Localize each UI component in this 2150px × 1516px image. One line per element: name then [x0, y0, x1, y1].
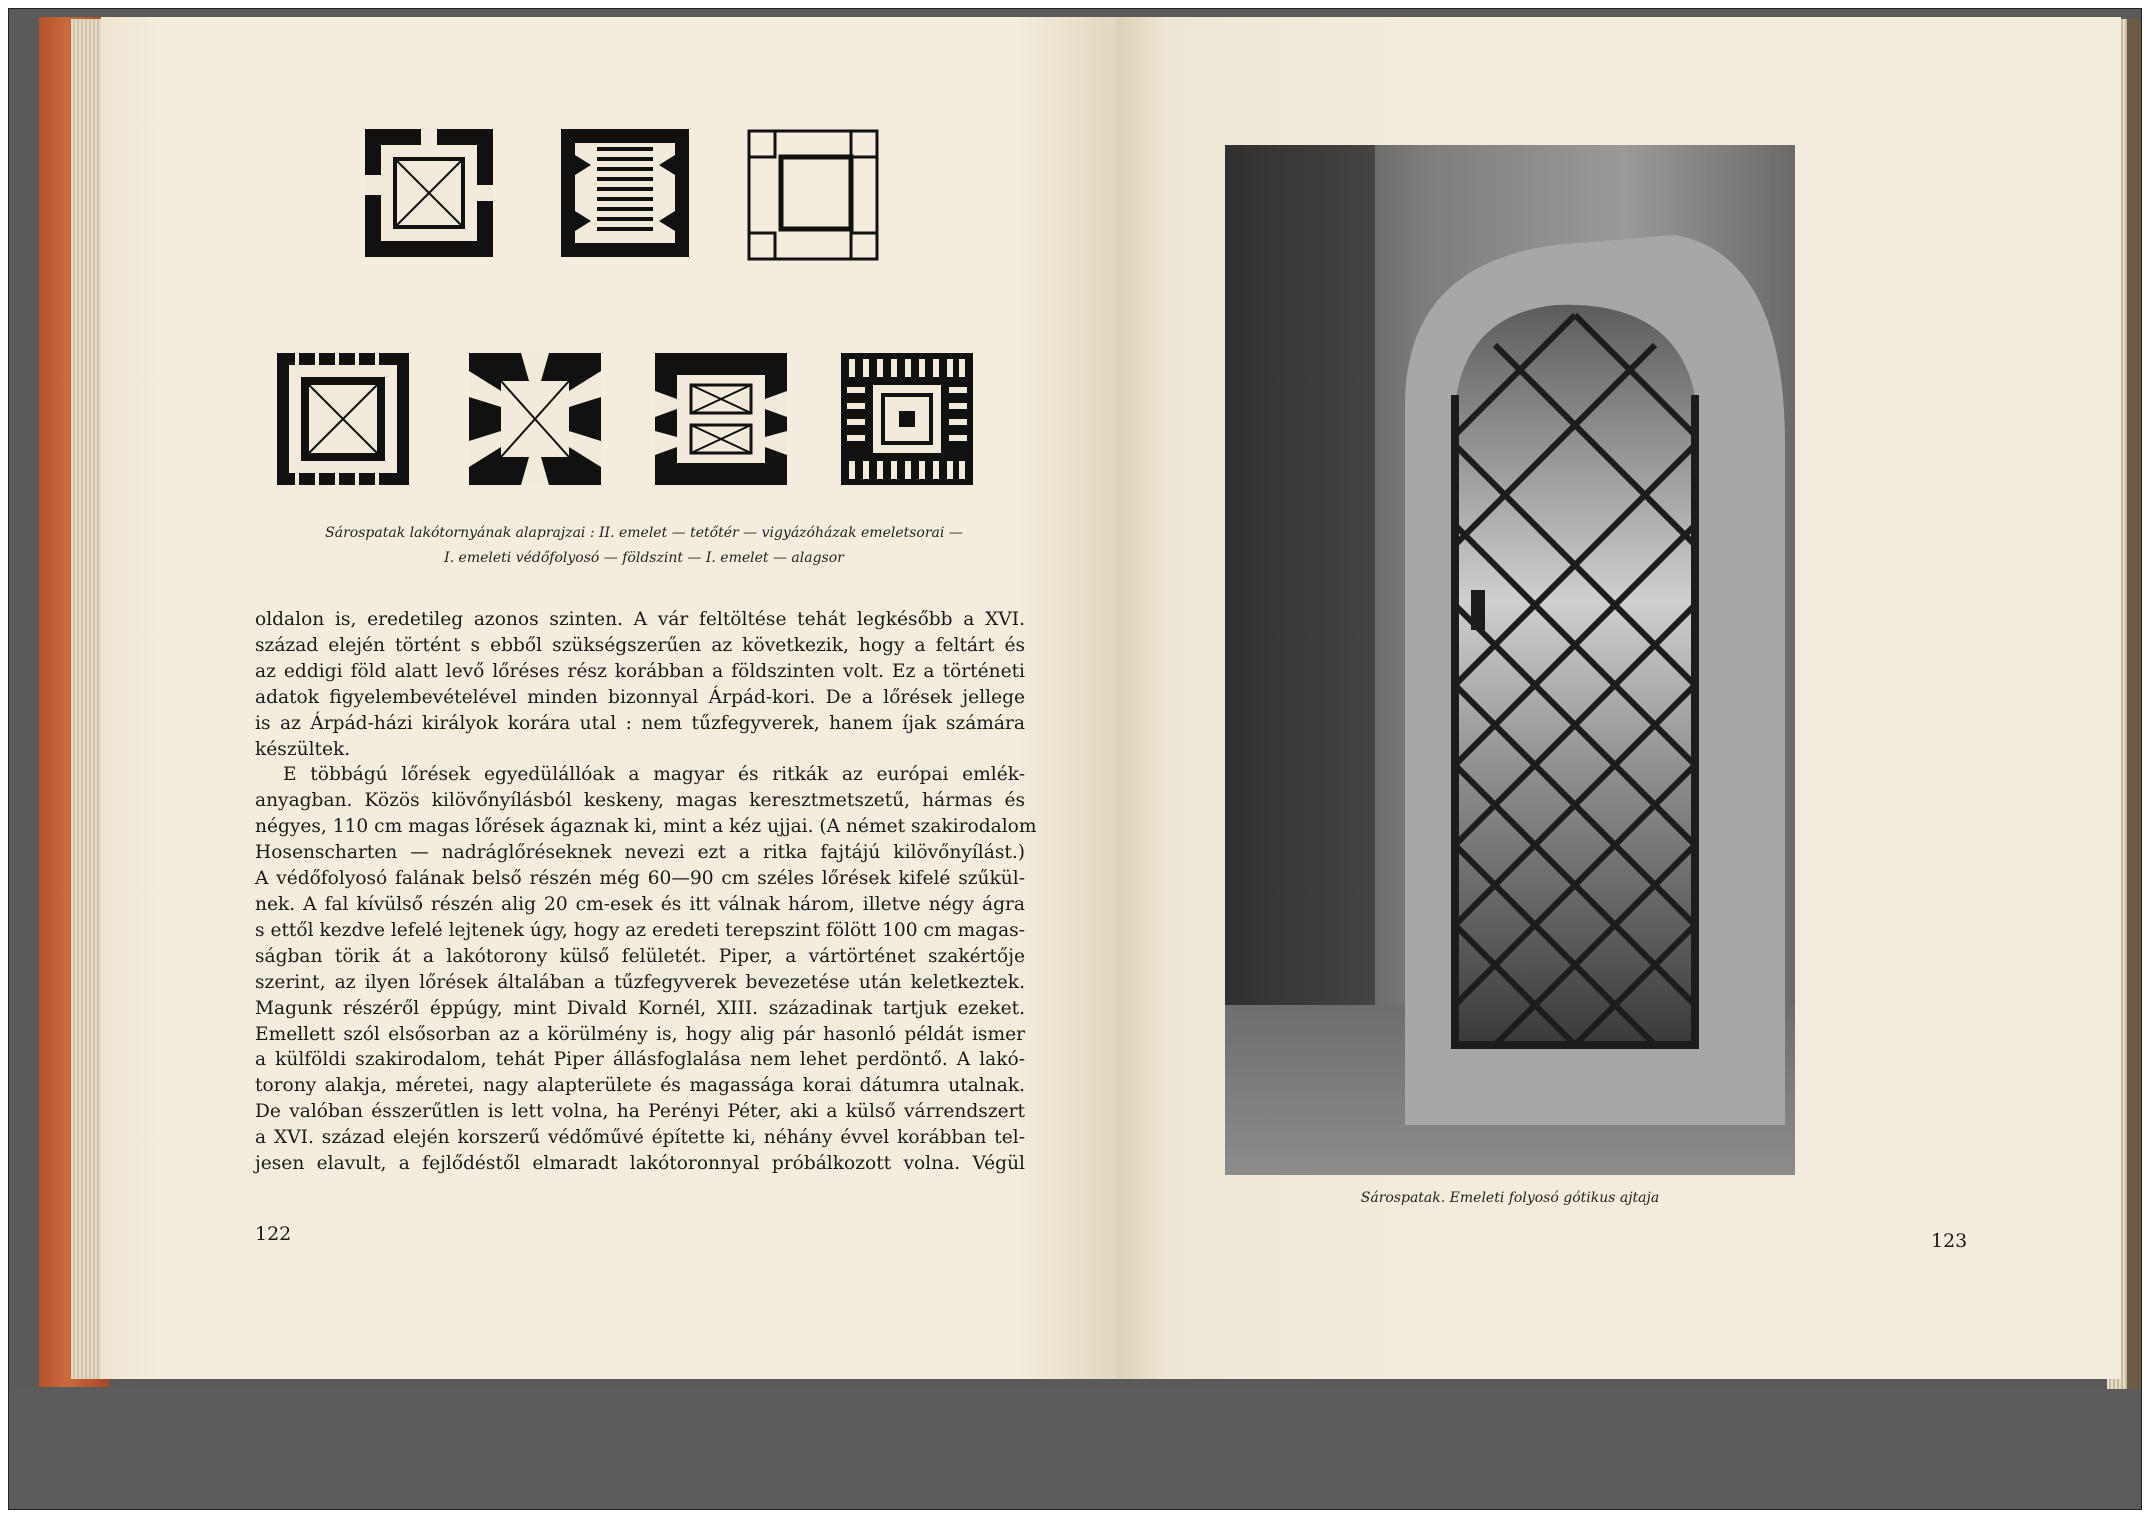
- text-line: a XVI. század elején korszerű védőművé építette ki, néhány évvel korábban tel-: [255, 1127, 1025, 1149]
- background-surface: [9, 1389, 2141, 1509]
- text-line: jesen elavult, a fejlődéstől elmaradt lakótoronnyal próbálkozott volna. Végül: [255, 1153, 1025, 1175]
- text-line: Emellett szól elsősorban az a körülmény is, hogy alig pár hasonló példát ismer: [255, 1023, 1025, 1045]
- text-line: adatok figyelembevételével minden bizonnyal Árpád-kori. De a lőrések jellege: [255, 686, 1025, 708]
- text-line: az eddigi föld alatt levő lőréses rész korábban a földszinten volt. Ez a történeti: [255, 660, 1025, 682]
- page-number-left: 122: [255, 1223, 292, 1245]
- text-line: E többágú lőrések egyedülállóak a magyar és ritkák az európai emlék-: [283, 764, 1025, 786]
- caption-line-2: I. emeleti védőfolyosó — földszint — I. emelet — alagsor: [444, 550, 844, 566]
- text-line: szerint, az ilyen lőrések általában a tűzfegyverek bevezetése után keletkeztek.: [255, 971, 1025, 993]
- text-line: a külföldi szakirodalom, tehát Piper állásfoglalása nem lehet perdöntő. A lakó-: [255, 1049, 1025, 1071]
- figure-caption-floor-plans: [269, 521, 1019, 571]
- floor-plan-1st-floor: [653, 351, 789, 487]
- figure-caption-photo: Sárospatak. Emeleti folyosó gótikus ajtaja: [1360, 1190, 1660, 1206]
- text-line: A védőfolyosó falának belső részén még 60—90 cm széles lőrések kifelé szűkül-: [255, 868, 1025, 890]
- floor-plan-basement: [839, 351, 975, 487]
- gothic-doorway-photo: [1225, 145, 1795, 1175]
- floor-plan-2nd-floor: [361, 125, 497, 261]
- floor-plan-ground-floor: [467, 351, 603, 487]
- text-line: s ettől kezdve lefelé lejtenek úgy, hogy az eredeti terepszint fölött 100 cm magas-: [255, 919, 1025, 941]
- text-line: négyes, 110 cm magas lőrések ágaznak ki, mint a kéz ujjai. (A német szakirodalom: [255, 816, 1037, 838]
- floor-plan-defense-corridor: [275, 351, 411, 487]
- text-line: oldalon is, eredetileg azonos szinten. A vár feltöltése tehát legkésőbb a XVI.: [255, 609, 1025, 630]
- text-line: készültek.: [255, 738, 351, 760]
- text-line: ságban törik át a lakótorony külső felületét. Piper, a vártörténet szakértője: [255, 945, 1025, 967]
- floor-plan-attic: [557, 125, 693, 261]
- text-line: Magunk részéről éppúgy, mint Divald Kornél, XIII. századinak tartjuk ezeket.: [255, 997, 1025, 1019]
- body-text: [255, 607, 1037, 1177]
- text-line: anyagban. Közös kilövőnyílásból keskeny, magas keresztmetszetű, hármas és: [255, 790, 1025, 812]
- book-cover-right: [2127, 19, 2142, 1389]
- text-line: De valóban ésszerűtlen is lett volna, ha Perényi Péter, aki a külső várrendszert: [255, 1101, 1025, 1123]
- text-line: torony alakja, méretei, nagy alapterülete és magassága korai dátumra utalnak.: [255, 1075, 1025, 1097]
- text-line: nek. A fal kívülső részén alig 20 cm-esek és itt válnak három, illetve négy ágra: [255, 893, 1025, 915]
- book-scan: [8, 8, 2142, 1510]
- text-line: század elején történt s ebből szükségszerűen az következik, hogy a feltárt és: [255, 634, 1025, 656]
- caption-line-1: Sárospatak lakótornyának alaprajzai : II. emelet — tetőtér — vigyázóházak emeletsorai —: [325, 525, 963, 541]
- page-number-right: 123: [1931, 1230, 1968, 1252]
- floor-plan-watch-houses: [745, 127, 881, 263]
- text-line: Hosenscharten — nadráglőréseknek nevezi ezt a ritka fajtájú kilövőnyílást.): [255, 842, 1025, 864]
- text-line: is az Árpád-házi királyok korára utal : nem tűzfegyverek, hanem íjak számára: [255, 712, 1025, 734]
